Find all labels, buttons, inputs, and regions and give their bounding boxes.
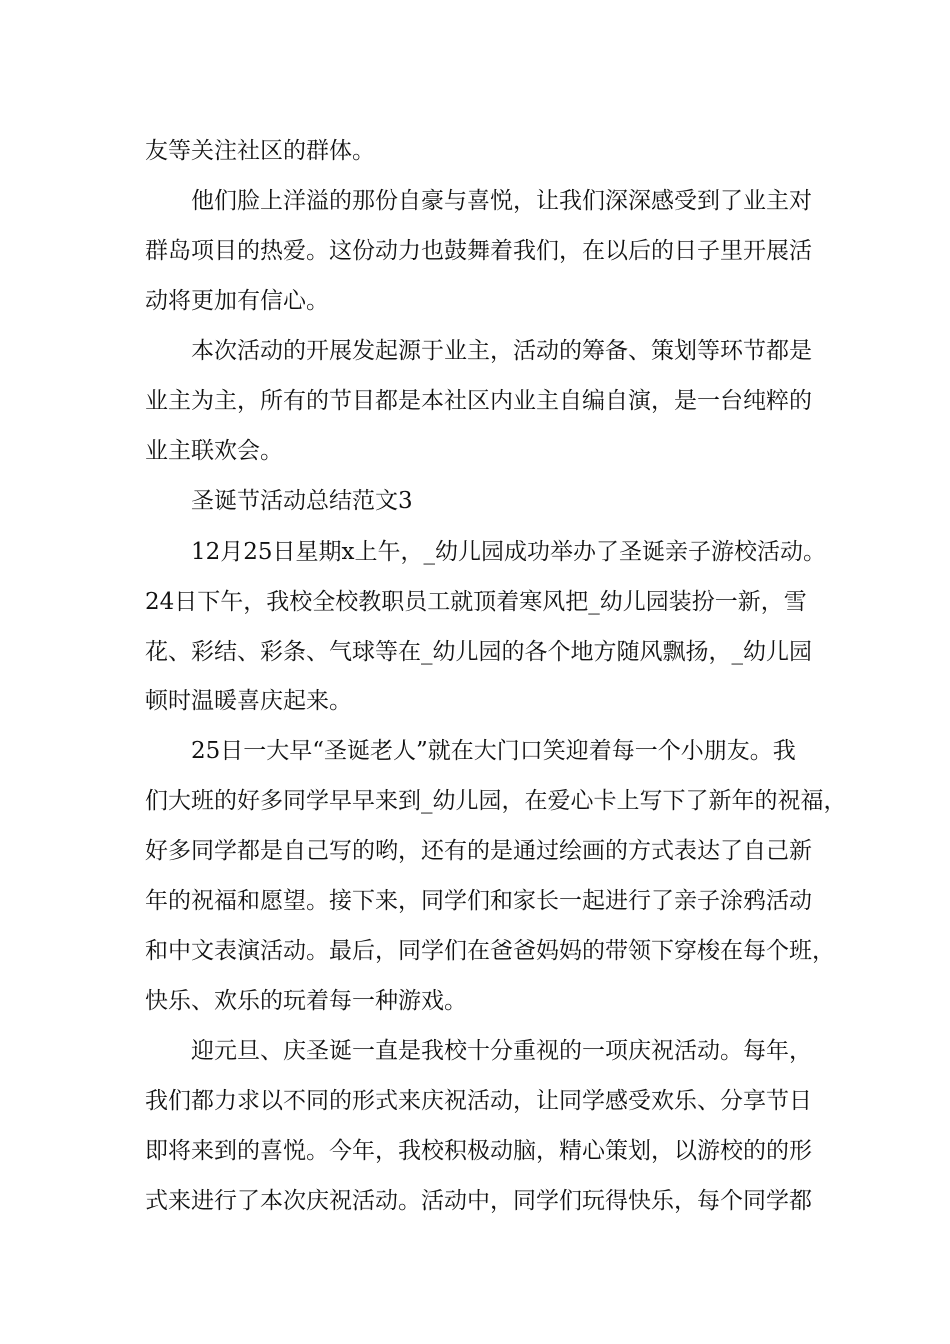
text-line: 24日下午，我校全校教职员工就顶着寒风把_幼儿园装扮一新，雪 — [145, 589, 807, 615]
text-line: 本次活动的开展发起源于业主，活动的筹备、策划等环节都是 — [191, 338, 812, 364]
text-line: 他们脸上洋溢的那份自豪与喜悦，让我们深深感受到了业主对 — [191, 188, 812, 214]
text-line: 好多同学都是自己写的哟，还有的是通过绘画的方式表达了自己新 — [145, 838, 812, 864]
section-heading: 圣诞节活动总结范文3 — [191, 488, 413, 514]
text-line: 业主为主，所有的节目都是本社区内业主自编自演，是一台纯粹的 — [145, 388, 812, 414]
text-line: 群岛项目的热爱。这份动力也鼓舞着我们，在以后的日子里开展活 — [145, 238, 812, 264]
text-line: 我们都力求以不同的形式来庆祝活动，让同学感受欢乐、分享节日 — [145, 1088, 812, 1114]
text-line: 花、彩结、彩条、气球等在_幼儿园的各个地方随风飘扬，_幼儿园 — [145, 639, 812, 665]
text-line: 快乐、欢乐的玩着每一种游戏。 — [145, 988, 467, 1014]
text-line: 迎元旦、庆圣诞一直是我校十分重视的一项庆祝活动。每年， — [191, 1038, 812, 1064]
text-line: 式来进行了本次庆祝活动。活动中，同学们玩得快乐，每个同学都 — [145, 1188, 812, 1214]
text-line: 业主联欢会。 — [145, 438, 283, 464]
text-line: 25日一大早“圣诞老人”就在大门口笑迎着每一个小朋友。我 — [191, 738, 796, 764]
text-line: 们大班的好多同学早早来到_幼儿园，在爱心卡上写下了新年的祝福， — [145, 788, 847, 814]
text-line: 12月25日星期x上午，_幼儿园成功举办了圣诞亲子游校活动。 — [191, 539, 827, 565]
text-line: 顿时温暖喜庆起来。 — [145, 688, 352, 714]
text-line: 动将更加有信心。 — [145, 288, 329, 314]
text-line: 和中文表演活动。最后，同学们在爸爸妈妈的带领下穿梭在每个班， — [145, 938, 835, 964]
text-line: 友等关注社区的群体。 — [145, 138, 375, 164]
text-line: 即将来到的喜悦。今年，我校积极动脑，精心策划，以游校的的形 — [145, 1138, 812, 1164]
text-line: 年的祝福和愿望。接下来，同学们和家长一起进行了亲子涂鸦活动 — [145, 888, 812, 914]
